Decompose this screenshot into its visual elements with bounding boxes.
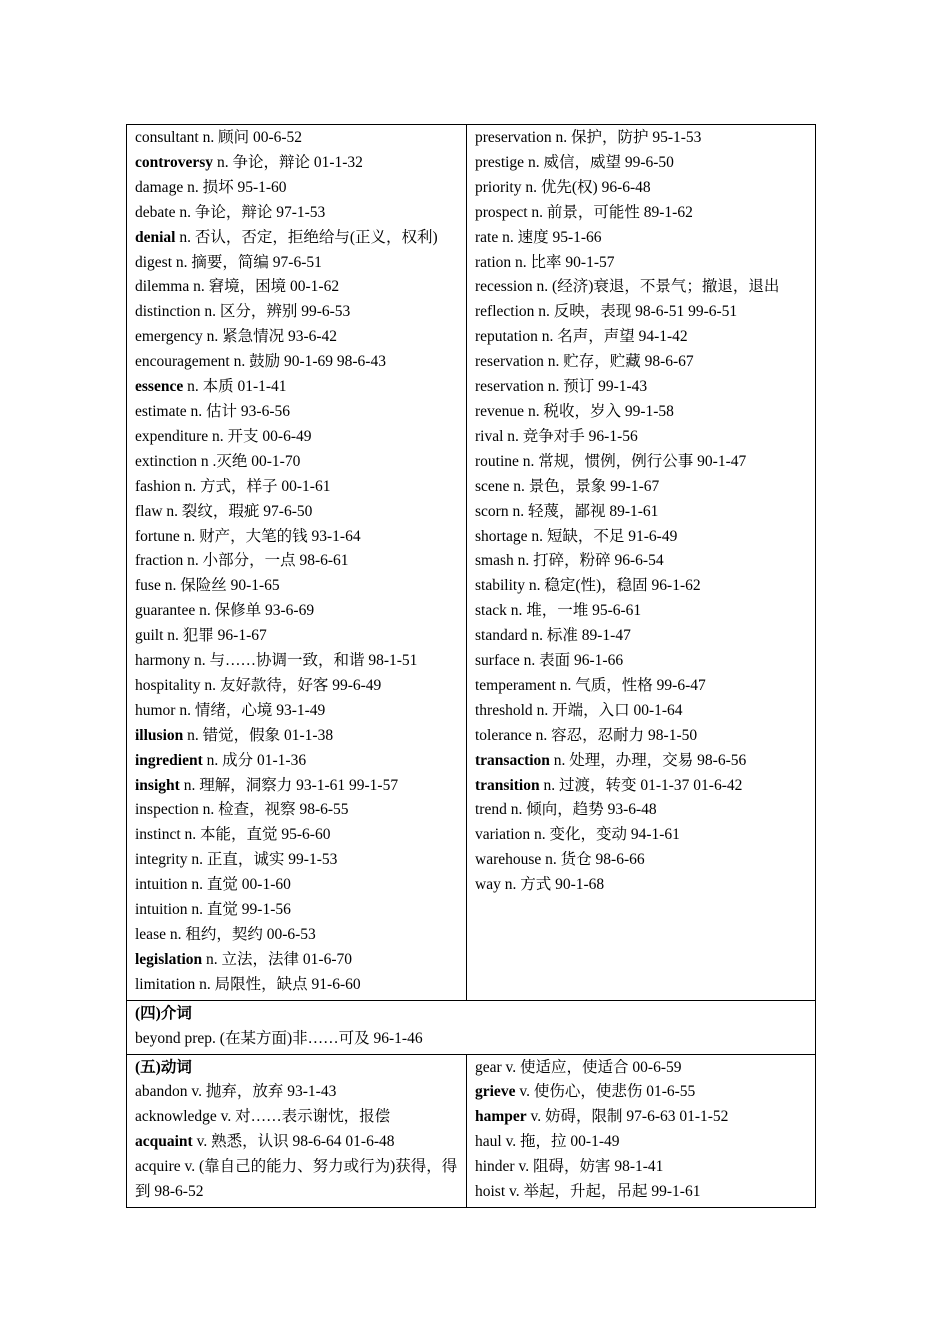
entry-definition: n. 倾向，趋势 93-6-48: [506, 801, 657, 819]
entry-definition: n. (经济)衰退，不景气；撤退，退出: [532, 278, 780, 296]
vocab-entry: [475, 176, 807, 201]
vocab-entry: [135, 176, 458, 201]
entry-definition: n. 容忍，忍耐力 98-1-50: [531, 726, 698, 744]
vocab-entry: [135, 201, 458, 226]
vocab-entry: [135, 674, 458, 699]
entry-word: illusion: [135, 726, 184, 744]
entry-definition: n. 损坏 95-1-60: [183, 178, 287, 196]
entry-word: standard: [475, 627, 528, 645]
entry-word: intuition: [135, 876, 188, 894]
entry-word: damage: [135, 178, 184, 196]
vocab-entry: [135, 1130, 458, 1155]
entry-word: hinder: [475, 1158, 515, 1176]
entry-definition: n. 竞争对手 96-1-56: [503, 427, 638, 445]
entry-word: reservation: [475, 378, 544, 396]
vocab-entry: [475, 226, 807, 251]
entry-definition: n. 常规，惯例，例行公事 90-1-47: [518, 452, 747, 470]
entry-definition: n. 速度 95-1-66: [498, 228, 602, 246]
vocab-entry: [135, 251, 458, 276]
entry-definition: n. 贮存，贮藏 98-6-67: [543, 353, 694, 371]
entry-definition: n. 与……协调一致，和谐 98-1-51: [190, 652, 418, 670]
entry-word: stack: [475, 602, 507, 620]
entry-definition: v. 阻碍，妨害 98-1-41: [514, 1158, 664, 1176]
entry-definition: n. 本能，直觉 95-6-60: [180, 826, 331, 844]
vocab-entry: [475, 674, 807, 699]
entry-word: distinction: [135, 303, 201, 321]
entry-word: fraction: [135, 552, 184, 570]
vocab-entry: [475, 325, 807, 350]
entry-word: ingredient: [135, 751, 203, 769]
vocab-entry: [475, 699, 807, 724]
vocab-entry: [475, 475, 807, 500]
entry-word: reflection: [475, 303, 535, 321]
vocab-entry: [475, 823, 807, 848]
vocab-entry: [475, 624, 807, 649]
vocab-entry: [475, 599, 807, 624]
vocab-entry: [475, 126, 807, 151]
vocab-entry: [475, 1105, 807, 1130]
verb-column-right: [467, 1054, 816, 1207]
entry-word: extinction: [135, 452, 197, 470]
entry-definition: n. 理解，洞察力 93-1-61 99-1-57: [179, 776, 399, 794]
vocab-entry: [135, 798, 458, 823]
entry-definition: v. 使伤心，使悲伤 01-6-55: [515, 1083, 696, 1101]
entry-word: encouragement: [135, 353, 230, 371]
entry-word: way: [475, 876, 501, 894]
entry-word: gear: [475, 1058, 502, 1076]
entry-word: debate: [135, 203, 176, 221]
entry-definition: n. 小部分，一点 98-6-61: [183, 552, 349, 570]
entry-word: digest: [135, 253, 173, 271]
entry-word: priority: [475, 178, 522, 196]
entry-word: haul: [475, 1133, 502, 1151]
entry-word: integrity: [135, 851, 188, 869]
vocab-entry: [475, 1080, 807, 1105]
entry-word: prospect: [475, 203, 528, 221]
vocab-entry: [135, 475, 458, 500]
vocab-entry: [135, 599, 458, 624]
entry-definition: n .灭绝 00-1-70: [197, 452, 301, 470]
vocab-entry: [135, 1027, 807, 1052]
entry-definition: n. 保护，防护 95-1-53: [551, 129, 702, 146]
entry-word: transaction: [475, 751, 550, 769]
vocab-entry: [135, 948, 458, 973]
vocab-entry: [475, 574, 807, 599]
entry-definition: n. 友好款待，好客 99-6-49: [200, 676, 382, 694]
vocab-entry: [475, 774, 807, 799]
entry-definition: n. 比率 90-1-57: [511, 253, 615, 271]
entry-definition: n. 直觉 99-1-56: [187, 901, 291, 919]
entry-definition: n. 威信，威望 99-6-50: [524, 153, 674, 171]
vocab-entry: [135, 350, 458, 375]
entry-definition: n. 争论，辩论 01-1-32: [213, 153, 363, 171]
vocab-entry: [475, 1155, 807, 1180]
entry-word: essence: [135, 378, 184, 396]
vocab-entry: [135, 1080, 458, 1105]
entry-word: stability: [475, 577, 525, 595]
entry-definition: n. 前景，可能性 89-1-62: [527, 203, 693, 221]
section-heading-verb: (五)动词: [135, 1058, 192, 1076]
entry-word: hamper: [475, 1108, 527, 1126]
entry-word: temperament: [475, 676, 556, 694]
vocab-entry: [475, 1130, 807, 1155]
entry-word: lease: [135, 926, 166, 943]
vocab-entry: [135, 873, 458, 898]
entry-word: reputation: [475, 328, 538, 346]
entry-word: estimate: [135, 402, 187, 420]
entry-definition: n. 货仓 98-6-66: [541, 851, 645, 869]
entry-word: legislation: [135, 950, 203, 968]
entry-word: expenditure: [135, 427, 209, 445]
entry-word: inspection: [135, 801, 199, 819]
entry-definition: n. 成分 01-1-36: [202, 751, 307, 769]
vocab-entry: [135, 1155, 458, 1205]
entry-word: guarantee: [135, 602, 196, 620]
entry-word: shortage: [475, 527, 528, 545]
entry-word: smash: [475, 552, 514, 570]
entry-definition: n. 顾问 00-6-52: [198, 129, 303, 146]
entry-word: harmony: [135, 652, 191, 670]
vocab-entry: [475, 201, 807, 226]
entry-word: hospitality: [135, 676, 201, 694]
vocab-entry: [135, 848, 458, 873]
entry-word: acquaint: [135, 1133, 193, 1151]
entry-word: beyond: [135, 1029, 181, 1047]
entry-definition: n. 轻蔑，鄙视 89-1-61: [508, 502, 659, 520]
entry-definition: n. 窘境，困境 00-1-62: [189, 278, 340, 296]
vocab-entry: [135, 525, 458, 550]
entry-word: controversy: [135, 153, 214, 171]
entry-word: denial: [135, 228, 176, 246]
entry-word: guilt: [135, 627, 164, 645]
entry-definition: n. 错觉，假象 01-1-38: [183, 726, 334, 744]
entry-definition: n. 方式 90-1-68: [500, 876, 605, 894]
entry-definition: n. 检查，视察 98-6-55: [198, 801, 349, 819]
entry-definition: n. 租约，契约 00-6-53: [165, 926, 316, 943]
entry-definition: n. 开端，入口 00-1-64: [532, 701, 683, 719]
entry-definition: v. 对……表示谢忱，报偿: [216, 1108, 391, 1126]
entry-word: acknowledge: [135, 1108, 217, 1126]
entry-definition: n. 标准 89-1-47: [527, 627, 631, 645]
entry-word: trend: [475, 801, 507, 819]
entry-definition: v. 举起，升起，吊起 99-1-61: [505, 1183, 701, 1201]
entry-word: variation: [475, 826, 531, 844]
entry-word: fuse: [135, 577, 161, 595]
entry-definition: n. 气质，性格 99-6-47: [555, 676, 706, 694]
entry-definition: n. 名声，声望 94-1-42: [537, 328, 688, 346]
vocab-entry: [475, 300, 807, 325]
entry-definition: n. 保险丝 90-1-65: [160, 577, 280, 595]
entry-word: hoist: [475, 1183, 506, 1201]
entry-definition: n. 打碎，粉碎 96-6-54: [513, 552, 664, 570]
vocab-entry: [135, 699, 458, 724]
vocab-entry: [135, 500, 458, 525]
entry-definition: v. 妨碍，限制 97-6-63 01-1-52: [526, 1108, 729, 1126]
vocab-entry: [475, 450, 807, 475]
entry-word: abandon: [135, 1083, 188, 1101]
noun-column-right: [467, 125, 816, 1001]
entry-word: rate: [475, 228, 499, 246]
entry-word: recession: [475, 278, 533, 296]
entry-definition: n. 表面 96-1-66: [519, 652, 624, 670]
vocab-entry: [135, 226, 458, 251]
entry-word: scorn: [475, 502, 509, 520]
entry-word: limitation: [135, 975, 196, 993]
noun-row: [127, 125, 816, 1001]
entry-word: fashion: [135, 477, 181, 495]
entry-definition: n. 保修单 93-6-69: [195, 602, 315, 620]
entry-word: prestige: [475, 153, 525, 171]
vocab-entry: [475, 549, 807, 574]
vocab-entry: [475, 151, 807, 176]
vocab-entry: [135, 300, 458, 325]
vocab-entry: [135, 624, 458, 649]
entry-word: scene: [475, 477, 510, 495]
vocab-entry: [475, 873, 807, 898]
vocab-entry: [135, 574, 458, 599]
entry-definition: n. 处理，办理，交易 98-6-56: [549, 751, 747, 769]
entry-word: surface: [475, 652, 520, 670]
entry-word: instinct: [135, 826, 181, 844]
entry-word: consultant: [135, 129, 199, 146]
vocab-entry: [135, 973, 458, 998]
vocabulary-table: [126, 124, 816, 1208]
entry-definition: n. 局限性，缺点 91-6-60: [195, 975, 361, 993]
vocab-entry: [475, 350, 807, 375]
entry-definition: n. 景色，景象 99-1-67: [509, 477, 660, 495]
entry-word: fortune: [135, 527, 180, 545]
entry-definition: n. 否认，否定，拒绝给与(正义，权利): [175, 228, 438, 246]
entry-definition: n. 紧急情况 93-6-42: [202, 328, 338, 346]
entry-word: insight: [135, 776, 180, 794]
vocab-entry: [475, 724, 807, 749]
vocab-entry: [135, 1105, 458, 1130]
entry-definition: v. (靠自己的能力、努力或行为)获得，得到 98-6-52: [135, 1158, 458, 1201]
entry-definition: n. 变化，变动 94-1-61: [530, 826, 680, 844]
entry-definition: n. 开支 00-6-49: [208, 427, 312, 445]
vocab-entry: [135, 774, 458, 799]
entry-word: revenue: [475, 402, 525, 420]
noun-column-left: [127, 125, 467, 1001]
entry-definition: n. 过渡，转变 01-1-37 01-6-42: [539, 776, 743, 794]
verb-row: [127, 1054, 816, 1207]
entry-definition: v. 抛弃，放弃 93-1-43: [187, 1083, 337, 1101]
entry-word: humor: [135, 701, 176, 719]
entry-definition: v. 使适应，使适合 00-6-59: [501, 1058, 682, 1076]
vocab-entry: [475, 425, 807, 450]
entry-word: reservation: [475, 353, 544, 371]
verb-entries-left: [135, 1080, 458, 1205]
entry-word: grieve: [475, 1083, 516, 1101]
verb-column-left: [127, 1054, 467, 1207]
vocab-entry: [135, 425, 458, 450]
vocab-entry: [475, 275, 807, 300]
vocab-entry: [475, 375, 807, 400]
vocab-entry: [475, 1180, 807, 1205]
entry-word: routine: [475, 452, 519, 470]
vocab-entry: [135, 151, 458, 176]
entry-word: dilemma: [135, 278, 190, 296]
entry-word: intuition: [135, 901, 188, 919]
vocab-entry: [475, 525, 807, 550]
vocab-entry: [135, 275, 458, 300]
entry-definition: n. 堆，一堆 95-6-61: [506, 602, 642, 620]
vocab-entry: [135, 450, 458, 475]
entry-word: tolerance: [475, 726, 532, 744]
entry-definition: n. 反映，表现 98-6-51 99-6-51: [534, 303, 738, 321]
vocab-entry: [135, 375, 458, 400]
entry-definition: n. 税收，岁入 99-1-58: [524, 402, 674, 420]
entry-word: ration: [475, 253, 512, 271]
entry-word: acquire: [135, 1158, 181, 1176]
vocab-entry: [475, 1056, 807, 1081]
vocab-entry: [475, 848, 807, 873]
section-heading-preposition: (四)介词: [135, 1004, 192, 1022]
entry-definition: n. 争论，辩论 97-1-53: [175, 203, 326, 221]
entry-definition: n. 优先(权) 96-6-48: [521, 178, 651, 196]
entry-word: flaw: [135, 502, 163, 520]
preposition-row: [127, 1000, 816, 1054]
entry-word: rival: [475, 427, 504, 445]
entry-definition: n. 立法，法律 01-6-70: [202, 950, 352, 968]
entry-word: transition: [475, 776, 540, 794]
vocab-entry: [135, 400, 458, 425]
vocab-entry: [135, 724, 458, 749]
vocab-entry: [475, 749, 807, 774]
vocab-entry: [135, 923, 458, 948]
vocab-entry: [475, 798, 807, 823]
vocab-entry: [135, 549, 458, 574]
entry-definition: n. 鼓励 90-1-69 98-6-43: [229, 353, 386, 371]
vocab-entry: [135, 898, 458, 923]
entry-definition: n. 直觉 00-1-60: [187, 876, 291, 894]
entry-definition: n. 区分，辨别 99-6-53: [200, 303, 351, 321]
entry-definition: v. 拖，拉 00-1-49: [501, 1133, 620, 1151]
entry-definition: v. 熟悉，认识 98-6-64 01-6-48: [192, 1133, 395, 1151]
entry-definition: n. 短缺，不足 91-6-49: [527, 527, 678, 545]
entry-definition: n. 稳定(性)，稳固 96-1-62: [524, 577, 701, 595]
entry-definition: n. 犯罪 96-1-67: [163, 627, 267, 645]
entry-word: warehouse: [475, 851, 542, 869]
vocab-entry: [475, 649, 807, 674]
entry-word: threshold: [475, 701, 533, 719]
entry-definition: prep. (在某方面)非……可及 96-1-46: [180, 1029, 423, 1047]
entry-word: emergency: [135, 328, 203, 346]
entry-word: preservation: [475, 129, 552, 146]
entry-definition: n. 裂纹，瑕疵 97-6-50: [162, 502, 313, 520]
vocab-entry: [135, 749, 458, 774]
vocab-entry: [475, 400, 807, 425]
entry-definition: n. 本质 01-1-41: [183, 378, 287, 396]
vocab-entry: [475, 500, 807, 525]
vocab-entry: [135, 126, 458, 151]
preposition-cell: [127, 1000, 816, 1054]
entry-definition: n. 摘要，简编 97-6-51: [172, 253, 322, 271]
entry-definition: n. 财产，大笔的钱 93-1-64: [179, 527, 361, 545]
entry-definition: n. 方式，样子 00-1-61: [180, 477, 331, 495]
entry-definition: n. 正直，诚实 99-1-53: [187, 851, 338, 869]
vocab-entry: [475, 251, 807, 276]
vocab-entry: [135, 325, 458, 350]
vocab-entry: [135, 649, 458, 674]
vocab-entry: [135, 823, 458, 848]
entry-definition: n. 估计 93-6-56: [186, 402, 290, 420]
entry-definition: n. 预订 99-1-43: [543, 378, 648, 396]
preposition-entries: [135, 1027, 807, 1052]
entry-definition: n. 情绪，心境 93-1-49: [175, 701, 326, 719]
